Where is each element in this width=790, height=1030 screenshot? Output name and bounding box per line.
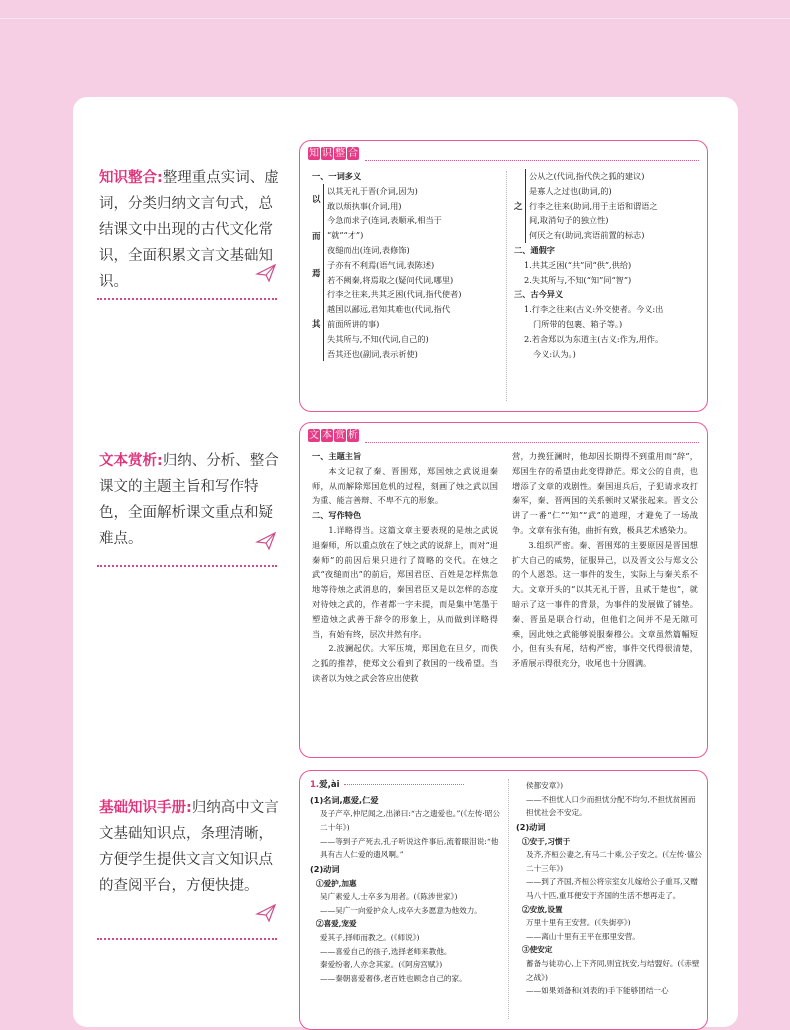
appreciation-right-column bbox=[512, 449, 698, 671]
appreciation-card bbox=[299, 422, 708, 758]
polysemy-group: 以 以其无礼于晋(介词,因为) 敢以烦执事(介词,用) bbox=[312, 184, 504, 214]
top-divider bbox=[0, 18, 790, 19]
knowledge-card bbox=[299, 140, 708, 412]
polysemy-group: 焉 子亦有不利焉(语气词,表陈述) 若不阙秦,将焉取之(疑问代词,哪里) bbox=[312, 258, 504, 288]
section-heading: 三、古今异义 bbox=[514, 289, 564, 300]
section-heading: 一、一词多义 bbox=[312, 171, 362, 181]
label-divider bbox=[97, 298, 277, 300]
label-head: 基础知识手册: bbox=[99, 800, 192, 816]
label-divider bbox=[97, 565, 277, 567]
paper-plane-icon bbox=[255, 902, 277, 924]
polysemy-group: 而 今急而求子(连词,表顺承,相当于 “就”“才”) 夜缒而出(连词,表修饰) bbox=[312, 213, 504, 257]
polysemy-group: 其 行李之往来,共其乏困(代词,指代使者) 越国以鄙远,君知其难也(代词,指代 前面所讲的事) 失其所与,不知(代词,自己的) 吾其还也(副词,表示祈使) bbox=[312, 287, 504, 361]
paragraph: 营，力挽狂澜时，他却因长期得不到重用而“辞”，郑国生存的希望由此变得渺茫。郑文公的自责，也增添了文章的戏剧性。秦国退兵后，子犯请求攻打秦军，秦、晋两国的关系顿时又紧张起来。晋文公讲了一番“仁”“知”“武”的道理，才避免了一场战争。文章有张有弛，曲折有致，极具艺术感染力。 bbox=[512, 451, 698, 535]
column-divider bbox=[508, 779, 509, 1019]
paragraph: 本文记叙了秦、晋围郑，郑国烛之武说退秦师，从而解除郑国危机的过程，刻画了烛之武以国为重、能言善辩、不卑不亢的形象。 bbox=[312, 465, 498, 506]
section-label-handbook bbox=[99, 795, 284, 899]
handbook-left-column: 1.爱,ài (1)名词,惠爱,仁爱 及子产卒,仲尼闻之,出涕曰:“古之遗爱也。”(《左传·昭公二十年》) ——等到子产死去,孔子听说这件事后,流着眼泪说:“他具有古人仁爱的遗风啊。” (2)动词 ①爱护,加惠 吴广素爱人,士卒多为用者。(《陈涉世家》) ——吴广一向爱护众人,戍卒大多愿意为他效力。 ②喜爱,宠爱 爱其子,择师而教之。(《师说》) ——喜爱自己的孩子,选择老师来教他。 秦爱纷奢,人亦念其家。(《阿房宫赋》) ——秦朝喜爱奢侈,老百姓也顾念自己的家。 bbox=[310, 780, 500, 983]
column-divider bbox=[506, 171, 507, 401]
label-divider bbox=[97, 938, 277, 940]
card-badge: 文 本 赏 析 bbox=[309, 430, 358, 441]
label-head: 文本赏析: bbox=[99, 453, 163, 469]
section-heading: 二、通假字 bbox=[514, 244, 555, 255]
badge-divider bbox=[365, 160, 699, 161]
paragraph: 1.详略得当。这篇文章主要表现的是烛之武说退秦师，所以重点放在了烛之武的说辞上，而对“退秦师”的前因后果只进行了简略的交代。在烛之武“夜缒而出”的前后，郑国君臣、百姓是怎样焦急地等待烛之武消息的，秦国君臣又是以怎样的态度对待烛之武的，作者都一字未提，而是集中笔墨于塑造烛之武善于辞令的形象上，从而做到详略得当，有始有终，层次井然有序。 bbox=[312, 524, 498, 639]
label-head: 知识整合: bbox=[99, 170, 163, 186]
entry-title: 1.爱,ài bbox=[310, 779, 502, 793]
section-heading: 一、主题主旨 bbox=[312, 451, 362, 461]
handbook-right-column: 侯都安章》) ——不担忧人口少而担忧分配不均匀,不担忧贫困而担忧社会不安定。 (2)动词 ①安于,习惯于 及齐,齐桓公妻之,有马二十乘,公子安之。(《左传·僖公二十三年》) ——到了齐国,齐桓公将宗室女儿嫁给公子重耳,又赠马八十匹,重耳便安于齐国的生活不想再走了。 ②安放,设置 万里十里有王安营。(《失街亭》) ——离山十里有王平在那里安营。 ③使安定 蓄备与徒功心,上下齐同,则宜抚安,与结盟好。(《赤壁之战》) ——如果刘备和(刘表的)手下能够团结一心 bbox=[516, 781, 702, 996]
paragraph: 2.波澜起伏。大军压境，郑国危在旦夕，而佚之狐的推荐，使郑文公看到了救国的一线希望。当读者以为烛之武会答应出使救 bbox=[312, 643, 498, 683]
paper-plane-icon bbox=[255, 262, 277, 284]
knowledge-right-column: 之 公从之(代词,指代佚之狐的建议) 是寡人之过也(助词,的) 行李之往来(助词,用于主语和谓语之 间,取消句子的独立性) 何厌之有(助词,宾语前置的标志) 二、通假字 1.共其乏困(“共”同“供”,供给) 2.失其所与,不知(“知”同“智”) 三、古今异义 1.行李之往来(古义:外交使者。今义:出 门所带的包裹、箱子等。) 2.若舍郑以为东道主(古义:作为,用作。 今义:认为。) bbox=[514, 169, 702, 361]
label-text: 归纳、分析、整合课文的主题主旨和写作特色，全面解析课文重点和疑难点。 bbox=[99, 453, 279, 547]
card-badge: 知 识 整 合 bbox=[309, 148, 358, 159]
paper-plane-icon bbox=[255, 530, 277, 552]
appreciation-left-column bbox=[312, 449, 498, 686]
section-heading: 二、写作特色 bbox=[312, 510, 362, 521]
badge-divider bbox=[365, 442, 699, 443]
label-text: 归纳高中文言文基础知识点，条理清晰，方便学生提供文言文知识点的查阅平台，方便快捷。 bbox=[99, 800, 279, 894]
handbook-card bbox=[299, 770, 708, 1030]
label-text: 整理重点实词、虚词，分类归纳文言句式，总结课文中出现的古代文化常识，全面积累文言文基础知识。 bbox=[99, 170, 279, 290]
polysemy-group: 之 公从之(代词,指代佚之狐的建议) 是寡人之过也(助词,的) 行李之往来(助词,用于主语和谓语之 间,取消句子的独立性) 何厌之有(助词,宾语前置的标志) bbox=[514, 169, 702, 243]
paragraph: 3.组织严密。秦、晋围郑的主要原因是晋国想扩大自己的威势，征服异己，以及晋文公与郑文公的个人恩怨。这一事件的发生，实际上与秦关系不大。文章开头的“以其无礼于晋，且贰于楚也”，就暗示了这一事件的背景，为事件的发展做了铺垫。秦、晋虽是联合行动，但他们之间并不是无隙可乘，因此烛之武能够说服秦穆公。文章虽然篇幅短小，但有头有尾，结构严密，事件交代得很清楚，矛盾展示得很充分，收尾也十分圆满。 bbox=[512, 539, 698, 669]
knowledge-left-column bbox=[312, 169, 504, 361]
